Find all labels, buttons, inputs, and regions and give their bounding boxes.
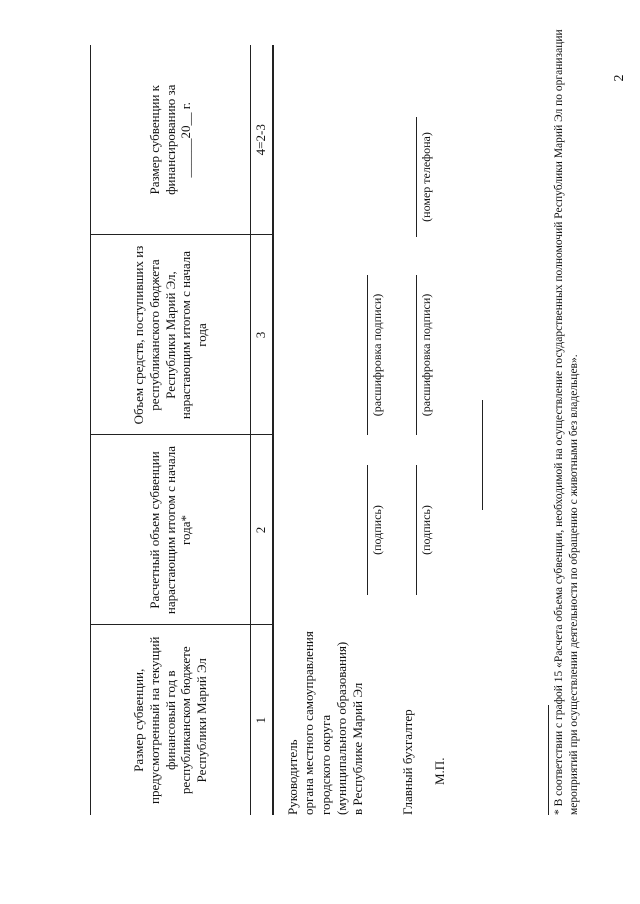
head-decoding-line — [367, 275, 368, 435]
accountant-decoding-caption: (расшифровка подписи) — [419, 293, 433, 417]
head-title-line: органа местного самоуправления — [301, 631, 317, 815]
accountant-signature-caption: (подпись) — [419, 505, 433, 555]
head-decoding-caption: (расшифровка подписи) — [370, 293, 384, 417]
head-title-line: в Республике Марий Эл — [350, 682, 365, 815]
footnote-rule — [548, 705, 549, 815]
head-title-line: городского округа — [317, 714, 333, 815]
header-subvention-to-finance: Размер субвенции к финансированию за ______20__ г. — [91, 45, 251, 235]
head-signature-label — [285, 631, 366, 815]
chief-accountant-label: Главный бухгалтер — [400, 709, 415, 815]
header-calculated-volume: Расчетный объем субвенции нарастающим итогом с начала года* — [91, 435, 251, 625]
column-number: 1 — [251, 625, 273, 815]
rotated-content — [20, 0, 620, 845]
head-title-line: Руководитель — [285, 739, 300, 815]
accountant-decoding-line — [416, 275, 417, 435]
footnote: * В соответствии с графой 15 «Расчета объема субвенции, необходимой на осуществление государственных полномочий Республики Марий Эл по организации мероприятий при осуществлении деятельности по обращению с животными без владельцев». — [553, 29, 580, 815]
header-received-funds: Объем средств, поступивших из республиканского бюджета Республики Марий Эл, нарастающим итогом с начала года — [91, 235, 251, 435]
column-number: 4=2-3 — [251, 45, 273, 235]
separator-line — [482, 400, 483, 510]
table-header-row — [91, 45, 251, 815]
head-signature-caption: (подпись) — [370, 505, 384, 555]
column-number-row — [251, 45, 273, 815]
page-number: 2 — [612, 74, 627, 82]
column-number: 3 — [251, 235, 273, 435]
accountant-signature-line — [416, 465, 417, 595]
header-subvention-planned: Размер субвенции, предусмотренный на текущий финансовый год в республиканском бюджете Республики Марий Эл — [91, 625, 251, 815]
subvention-table — [90, 45, 274, 815]
phone-line — [416, 117, 417, 237]
head-title-line: (муниципального образования) — [333, 641, 349, 815]
phone-caption: (номер телефона) — [419, 132, 433, 222]
column-number: 2 — [251, 435, 273, 625]
seal-place: М.П. — [432, 757, 447, 785]
head-signature-line — [367, 465, 368, 595]
